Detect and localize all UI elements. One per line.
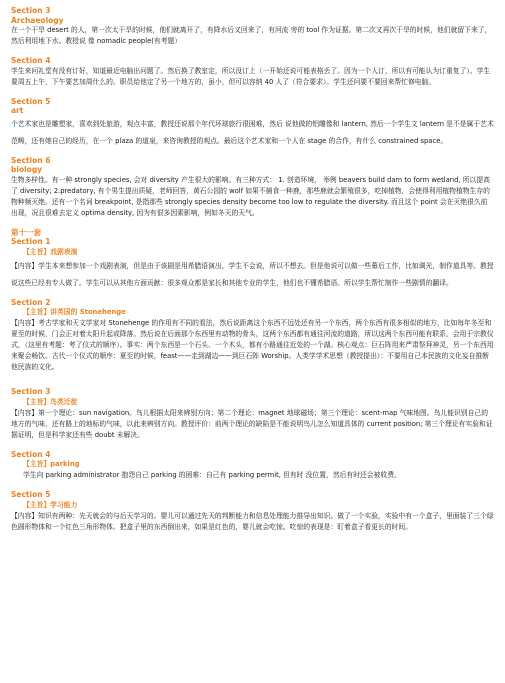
section-body: 在一个干旱 desert 的人，第一次太干旱的时候，他们就离开了，有降水后又回来了，有河流 旁的 tool 作为证据。第二次又再次干旱的时候，他们就留下来了，然后利用地下水。教授说 像 nomadic people(有考题） — [11, 26, 492, 45]
section-heading: Section 2 — [11, 297, 51, 307]
section-title: biology — [11, 165, 43, 174]
topic-tag: 【主旨】学习能力 — [23, 500, 78, 509]
section-body: 个艺术家也是雕塑家，喜欢到处旅游，观点丰富，教授还说那个年代环球旅行很困难，然后 说他做的铝雕像和 lantern, 然后一个学生文 lantern 是不是属于艺术范畴，还有她自己的经历，在一个 plaza 的道泉，来咨询教授的观点。最后这个艺术家和一个人在 stage 的合作，有什么 constrained space。 — [11, 119, 494, 145]
section-heading: Section 3 — [11, 387, 51, 396]
section-heading: Section 3 — [11, 6, 51, 15]
section-body: 【内容】第一个理论：sun navigation。鸟儿根据太阳来辨别方向；第二个理论：magnet 地球磁场；第三个理论：scent-map 气味地图。鸟儿能识别自己的地方的气味，还有路上的地标的气味，以此来辨别方向。教授评价：前两个理论的缺陷是不能说明鸟儿怎么知道具体的 current position; 第三个理论有实验和证据证明，但是科学家还有些 doubt 未解决。 — [11, 408, 493, 439]
section-body: 【内容】知识有两种：先天就会的与后天学习的。婴儿可以通过先天的判断能力和信息处理能力推导出知识。做了一个实验，实验中有一个盒子，里面装了三个绿色圆形物体和一个红色三角形物体。把盒子里的东西倒出来，如果是红色的，婴儿就会吃惊。吃惊的表现是：盯着盒子看更长的时间。 — [11, 511, 494, 531]
section-body: 【内容】学生本来想参加一个戏剧表演，但是由于该剧是用希腊语演出，学生不会说，所以不想去。但是他说可以做一些幕后工作，比如调光，制作道具等。教授说这些已经有专人做了。学生可以从其他方面贡献：很多观众都是家长和其他专业的学生，他们也不懂希腊语。所以学生帮忙制作一些剧情的翻译。 — [11, 261, 494, 287]
section-heading: Section 4 — [11, 449, 51, 459]
section-heading: Section 5 — [11, 490, 51, 499]
set-heading: 第十一套 — [11, 227, 41, 237]
section-body: 生物多样性。有一种 strongly species, 会对 diversity 产生很大的影响。有三种方式： 1. 创造环境， 举例 beavers build dam to form wetland, 所以提高了 diversity; 2.predatory, 有个男生提出质疑，老师回答，黄石公园的 wolf 如果不捕食一种鹿，那些鹿就会繁殖很多，吃掉植物，会使得利用植物植物生存的物种频灭绝。还有一个名词 breakpoint, 是指那些 strongly species density become too low to regulate the diversity. 而且这个 point 会在灭绝很久前出现，况且很难去定义 optima density, 因为有很多因素影响，例如冬天的天气。 — [11, 175, 490, 217]
section-title: Archaeology — [11, 15, 64, 25]
section-heading: Section 4 — [11, 56, 51, 65]
topic-tag: 【主旨】鸟类迁徙 — [23, 397, 78, 406]
section-heading: Section 5 — [11, 96, 51, 106]
section-body: 学生向 parking administrator 抱怨自己 parking 的困难：自己有 parking permit, 但有时 没位置，然后有时还会被收费。 — [23, 471, 401, 479]
section-heading: Section 6 — [11, 155, 51, 165]
section-body: 学生来问礼堂有没有订好，知道最近电脑出问题了。然后换了教室定，所以没订上（一开始还说可能表格丢了。因为一个人订，所以有可能认为订重复了）。学生要周五上午，下午要艺加周什么的。职员给他定了另一个地方的，虽小，但可以容纳 40 人了（符合要求）。学生还问要不要回来帮忙修电脑。 — [11, 66, 491, 86]
topic-tag: 【主旨】讲英国的 Stonehenge — [23, 308, 126, 316]
section-body: 【内容】考古学家和天文学家对 Stonehenge 的作用有不同的看法，然后说距离这个东西不远处还有另一个东西，两个东西有很多相似的地方，比如每年冬至和夏至的时候，门会正对着太阳升起或降落。然后说在后面那个东西里有动物的骨头，这两个东西都有通往河流的道路，所以这两个东西可能有联系，会用于宗教仪式，（这里有考题：考了仪式的顺序）。事实：两个东西是一个石头、一个木头，都有小路通往近处的一个湖。核心观点：巨石阵用来严肃祭拜神灵，另一个东西用来聚会畅饮。古代一个仪式的顺序：夏至的时候，feast——走到湖边——到巨石阵 Worship。人类学学术思想（教授提出）：不要用自己本民族的文化妄自推断他民族的文化。 — [11, 319, 494, 371]
section-title: art — [11, 106, 24, 115]
topic-tag: 【主旨】戏剧表演 — [23, 247, 78, 256]
section-heading: Section 1 — [11, 237, 51, 246]
topic-tag: 【主旨】parking — [23, 460, 80, 468]
